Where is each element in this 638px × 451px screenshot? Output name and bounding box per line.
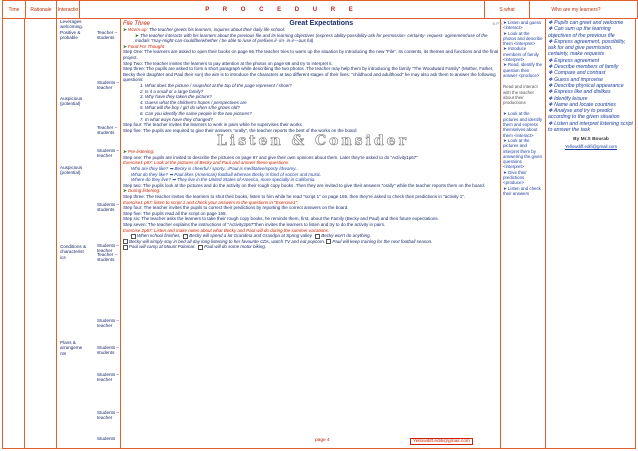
during-step7: Step seven: The teacher explains the instructions of "Activity2p67"then invites the learners to listen and try to do the activity in pairs. xyxy=(123,222,386,227)
interaction-12: Students xyxy=(97,436,116,441)
bullet-icon: ❖ xyxy=(548,76,553,83)
check-item: Paul will camp at Mount Palomar. xyxy=(129,244,196,250)
interaction-4: Students –teacher xyxy=(97,148,119,159)
what-column xyxy=(503,20,543,196)
warmup-label: Warm-up: xyxy=(128,27,148,32)
bullet-icon: ❖ xyxy=(548,20,553,26)
during-step6: Step six: The teacher asks the learners to take their rough copy books, he reminds them, first, about the Family (Becky and Paul) and their future expectations. xyxy=(123,216,439,222)
list-item: 4. Guess what the children's hopes / perspectives are xyxy=(145,100,503,106)
bullet-icon: ❖ xyxy=(548,95,553,102)
interaction-10: Students –teacher xyxy=(97,372,119,383)
footer-email: Yellowdiff.edifi@gmail.com xyxy=(410,438,473,445)
what-item: ➤ Listen and guess <interact> xyxy=(503,20,542,31)
arrow-icon: ➤ xyxy=(123,149,127,155)
during-step4: Step four: The teacher invites the pupils to correct their predictions by reporting the correct answers on the board. xyxy=(123,205,349,211)
during-exercise1: Exercise1 p67: listen to script 1 and check your answers to the questions in "Exercise1". xyxy=(123,199,299,205)
interaction-5: Students – students xyxy=(97,202,119,213)
learner-goal: ❖ Listen and interpret listening script to answer the task xyxy=(548,120,633,134)
during-exercise2: Exercise 2p67: Listen and make notes about what Becky and Paul will do during the summer vacations. xyxy=(123,227,330,233)
checkbox-icon xyxy=(183,234,188,239)
bullet-icon: ❖ xyxy=(548,64,553,71)
rationale-4: Conditions & characterist ics xyxy=(60,244,87,260)
rationale-2: Auspicious (potential) xyxy=(60,96,83,107)
checkbox-icon xyxy=(123,239,128,244)
checkbox-icon xyxy=(326,239,331,244)
learner-goal: ❖ Name and locate countries xyxy=(548,101,616,108)
during-label: During listening: xyxy=(128,188,161,194)
what-item: ➤ Look at the pictures and identify them and express themselves about them <interact> xyxy=(503,111,543,138)
col-divider xyxy=(120,18,121,449)
questions-list xyxy=(123,83,503,122)
check-item: Becky will simply stay in bed all day long listening to her favourite CDs, watch TV and eat popcorn. xyxy=(129,238,326,244)
warmup-text: The teacher greets his learners, inquires about their daily life school. xyxy=(148,27,286,32)
list-item: 1. What does the picture / snapshot at the top of the page represent / show? xyxy=(145,83,503,89)
rationale-5: Plans & arrangeme nts xyxy=(60,340,83,356)
file-ref: B.P.V. xyxy=(492,21,503,26)
list-item: 2. Is it a small or a large family? xyxy=(145,89,503,95)
check-item: Paul will keep training for the next football season. xyxy=(332,238,433,244)
food-step1: Step One: The learners are asked to open their books on page 66.The teacher tries to warm up the situation by introducing the new "File", its contents, its themes and functions and the final project. xyxy=(123,49,499,60)
rationale-3: Auspicious (potential) xyxy=(60,165,83,176)
col-divider xyxy=(24,18,25,449)
learner-goal: ❖ Express agreement xyxy=(548,57,600,64)
list-item: 3. Why have they taken the picture? xyxy=(145,94,503,100)
bullet-icon: ❖ xyxy=(548,26,553,33)
learner-goal: ❖ Describe members of family xyxy=(548,64,619,71)
rationale-1: Leverages welcoming. Positive & probable xyxy=(60,19,83,41)
author-email[interactable]: Yellowdiff.edifi@gmail.com xyxy=(564,143,618,149)
prelistening-step1: Step one: The pupils are invited to describe the pictures on page 67 and give their own opinions about them. Later they're asked to do "Activity1p67" xyxy=(123,154,418,160)
check-item: Becky won't do anything. xyxy=(321,233,371,239)
during-step3: Step three: The teacher invites the learners to shut their books, listen to him while he read "script 1" on page 169, then they're asked to check their predictions in "activity 1". xyxy=(123,194,466,200)
table-header xyxy=(2,0,638,19)
header-time: Time xyxy=(3,1,26,18)
food-step3: Step three: The pupils are asked to form a short paragraph while describing the two photos .The teacher may help them by introducing the family "The Woodward Family" (Mother, Father, Becky their daughter and Paul their son) the aim is to introduce the characters at two different stages of their lives: "childhood and adulthood" he may also ask them to answer the following questions: xyxy=(123,66,496,83)
interaction-3: Teacher – students xyxy=(97,125,118,136)
interaction-7: Teacher – students xyxy=(97,252,118,263)
checkbox-icon xyxy=(131,234,136,239)
page-number: page 4 xyxy=(315,438,330,443)
warmup-note: The teacher interacts with his learners about the previous file and its learning objectives (express ability-possibility-ask for permission- certainty- request- agreement/use of the modals "may-might-can-could/be/whether / be able to /use of prefixes il- im- in-ir—ous ful) xyxy=(135,32,488,44)
food-step2: Step Two: The teacher invites the learners to pay attention at the photos on page 66 and try to interpret it. xyxy=(123,60,333,66)
prelistening-qa-3: Where do they live? ➡ They live in the United States of America, more specially in California. xyxy=(131,177,316,183)
author-name: By Mr.S Bourab xyxy=(573,137,609,143)
interaction-9: Students – students xyxy=(97,345,119,356)
header-what: S what xyxy=(485,1,530,18)
prelistening-qa-1: Who are they like? ➡ Becky is cheerful / sporty.../Paul is meditative/sporty /dreamy... xyxy=(131,166,299,172)
check-item: When school finishes, xyxy=(137,233,181,239)
food-label: Food For Thought xyxy=(128,43,165,49)
header-who: Who are my learners? xyxy=(551,6,601,13)
what-item: Read and interact with the teacher about their productions xyxy=(503,84,538,106)
interaction-6: Students –teacher xyxy=(97,243,119,254)
list-item: 6. Can you identify the same people in the two pictures? xyxy=(145,111,503,117)
checkbox-icon xyxy=(123,245,128,250)
what-item: ➤ Introduce members of family <interpret> xyxy=(503,46,539,63)
bullet-icon: ❖ xyxy=(548,101,553,108)
prelistening-label: Pre-listening: xyxy=(128,149,155,155)
what-item: ➤ Look at the photos and describe them <interpret> xyxy=(503,30,543,47)
arrow-icon: ➤ xyxy=(123,43,127,49)
header-interaction: Interactio xyxy=(57,1,80,18)
prelistening-step2: Step two: The pupils look at the pictures and do the activity on their rough copy books .Then they are invited to give their answers "orally" while the teacher reports them on the board. xyxy=(123,182,486,188)
bullet-icon: ❖ xyxy=(548,89,553,96)
header-rationale: Rationale xyxy=(26,1,57,18)
list-item: 7. In what ways have they changed? xyxy=(145,117,503,123)
food-step5: Step five: The pupils are required to give their answers "orally", the teacher reports the best of the works on the board xyxy=(123,127,357,133)
check-item: Paul will do some motor biking. xyxy=(204,244,267,250)
learner-goal: ❖ Can sum up the learning objectives of the previous file xyxy=(548,26,615,39)
checkbox-icon xyxy=(315,234,320,239)
interaction-1: Teacher – students xyxy=(97,30,118,41)
bullet-icon: ❖ xyxy=(548,57,553,64)
bullet-icon: ❖ xyxy=(548,82,553,89)
learner-goal: ❖ Express like and dislikes xyxy=(548,89,611,96)
bullet-icon: ❖ xyxy=(548,120,553,127)
what-item: ➤ Give their predictions <produce> xyxy=(503,169,527,186)
arrow-icon: ➤ xyxy=(123,27,127,32)
learner-goal: ❖ Describe physical appearance xyxy=(548,82,624,89)
learner-goal: ❖ Guess and improvise xyxy=(548,76,603,83)
col-divider xyxy=(56,18,57,449)
bullet-icon: ❖ xyxy=(548,70,553,77)
check-item: Becky will spend a lot Grandma and Grandpa at Spring valley. xyxy=(189,233,313,239)
what-item: ➤ Look at the pictures and interpret them by answering the given questions <interpret> xyxy=(503,137,543,170)
interaction-2: Students –teacher xyxy=(97,80,119,91)
prelistening-exercise: Exercise1 p67: Look at the pictures of Becky and Paul and answer these questions: xyxy=(123,160,290,166)
header-procedure: P R O C E D U R E xyxy=(80,1,485,18)
arrow-icon: ➤ xyxy=(135,32,139,38)
checkbox-icon xyxy=(198,245,203,250)
section-banner: Listen & Consider xyxy=(217,133,409,150)
bullet-icon: ❖ xyxy=(548,38,553,45)
list-item: 5. What will the boy / girl do when s/he grows old? xyxy=(145,105,503,111)
learner-goal: ❖ Express agreement, possibility, ask for and give permission, certainty, make requests xyxy=(548,38,626,58)
learner-goal: ❖ Identify leisure xyxy=(548,95,588,102)
food-step4: Step four: The teacher invites the learners to work in pairs while he supervises their works. xyxy=(123,122,303,128)
arrow-icon: ➤ xyxy=(123,188,127,194)
bullet-icon: ❖ xyxy=(548,108,553,115)
col-divider xyxy=(545,18,546,449)
interaction-8: Students –teacher xyxy=(97,318,119,329)
file-label: File Three xyxy=(123,20,151,27)
what-item: ➤ Listen and check their answers xyxy=(503,185,541,196)
during-step5: Step five: The pupils read all the script on page 169. xyxy=(123,210,227,216)
learner-goal: ❖ Compare and contrast xyxy=(548,70,606,77)
learners-column xyxy=(548,20,634,150)
file-title: Great Expectations xyxy=(289,20,354,27)
learner-goal: ❖ Analyse and try to predict according to the given situation xyxy=(548,108,620,121)
procedure-content xyxy=(123,20,503,250)
prelistening-qa-2: What do they like? ➡ Paul likes (American) football whereas Becky is fond of soccer and music. xyxy=(131,171,322,177)
learner-goal: ❖ Pupils can greet and welcome xyxy=(548,20,624,26)
interaction-11: Students –teacher xyxy=(97,410,119,421)
what-item: ➤ Read, identify the question then answer <produce> xyxy=(503,62,543,78)
